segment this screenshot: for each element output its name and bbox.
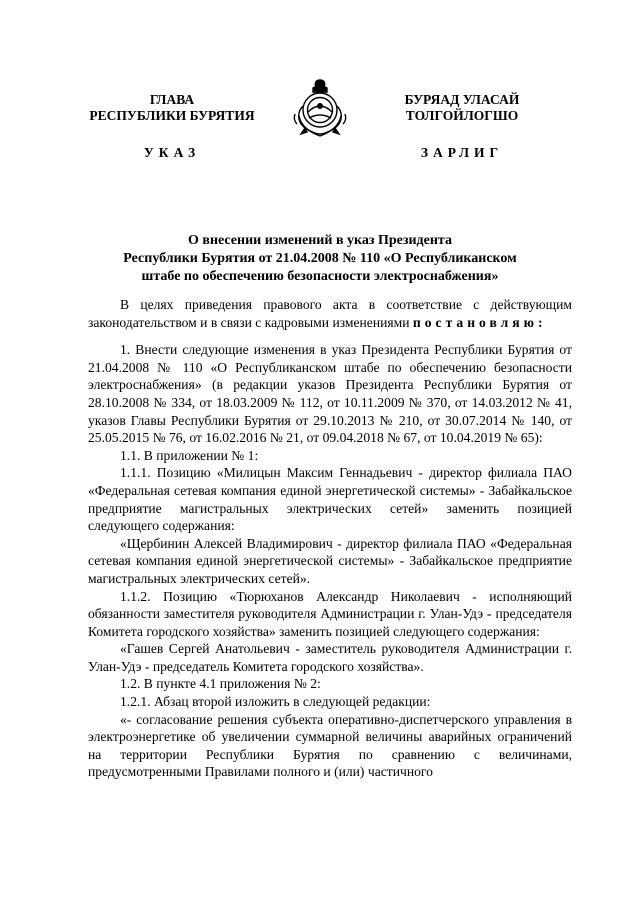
paragraph-1-2-1-text: «- согласование решения субъекта оперативно-диспетчерского управления в электроэнергетике об увеличении суммарной величины аварийных ограничений на территории Республики Бурятия по сравнению с величинами, предусмотренными Правилами полного и (или) частичного (88, 711, 572, 780)
title-line-3: штабе по обеспечению безопасности электроснабжения» (141, 269, 499, 284)
document-title (90, 232, 550, 286)
paragraph-1-1-2-new: «Гашев Сергей Анатольевич - заместитель руководителя Администрации г. Улан-Удэ - председатель Комитета городского хозяйства». (88, 641, 572, 674)
paragraph-1-1-1-new: «Щербинин Алексей Владимирович - директор филиала ПАО «Федеральная сетевая компания единой энергетической системы» - Забайкальское предприятие магистральных электрических сетей». (88, 535, 572, 586)
header-left-line2: РЕСПУБЛИКИ БУРЯТИЯ (89, 108, 255, 123)
preamble-decree-word: постановляю: (412, 314, 547, 330)
paragraph-1: 1. Внести следующие изменения в указ Президента Республики Бурятия от 21.04.2008 № 110 «О Республиканском штабе по обеспечению безопасности электроснабжения» (в редакции указов Президента Республики Бурятия от 28.10.2008 № 334, от 18.03.2009 № 112, от 10.11.2009 № 370, от 14.03.2012 № 41, указов Главы Республики Бурятия от 29.10.2013 № 210, от 30.07.2014 № 140, от 25.05.2015 № 76, от 16.02.2016 № 21, от 09.04.2018 № 67, от 10.04.2019 № 65): (88, 342, 572, 446)
header-left (82, 92, 262, 124)
preamble-paragraph (88, 296, 572, 331)
paragraph-1-1: 1.1. В приложении № 1: (120, 447, 259, 463)
paragraph-1-1-2: 1.1.2. Позицию «Тюрюханов Александр Николаевич - исполняющий обязанности заместителя руководителя Администрации г. Улан-Удэ - председателя Комитета городского хозяйства» заменить позицией следующего содержания: (88, 588, 572, 639)
coat-of-arms-icon (287, 76, 353, 142)
document-body (88, 296, 572, 781)
paragraph-1-1-1: 1.1.1. Позицию «Милицын Максим Геннадьевич - директор филиала ПАО «Федеральная сетевая компания единой энергетической системы» - Забайкальское предприятие магистральных электрических сетей» заменить позицией следующего содержания: (88, 465, 572, 534)
paragraph-1-2-1: 1.2.1. Абзац второй изложить в следующей редакции: (120, 694, 431, 710)
title-line-2: Республики Бурятия от 21.04.2008 № 110 «О Республиканском (123, 251, 517, 266)
title-line-1: О внесении изменений в указ Президента (188, 233, 452, 248)
document-type-ru: УКАЗ (143, 145, 201, 160)
paragraph-1-2: 1.2. В пункте 4.1 приложения № 2: (120, 676, 321, 692)
document-type-bua: ЗАРЛИГ (420, 145, 504, 160)
header-right-line2: ТОЛГОЙЛОГШО (405, 108, 519, 123)
preamble-text: В целях приведения правового акта в соответствие с действующим законодательством и в связи с кадровыми изменениями (88, 297, 572, 330)
header-right (372, 92, 552, 124)
header-right-line1: БУРЯАД УЛАСАЙ (404, 92, 520, 107)
header-left-line1: ГЛАВА (149, 92, 195, 107)
